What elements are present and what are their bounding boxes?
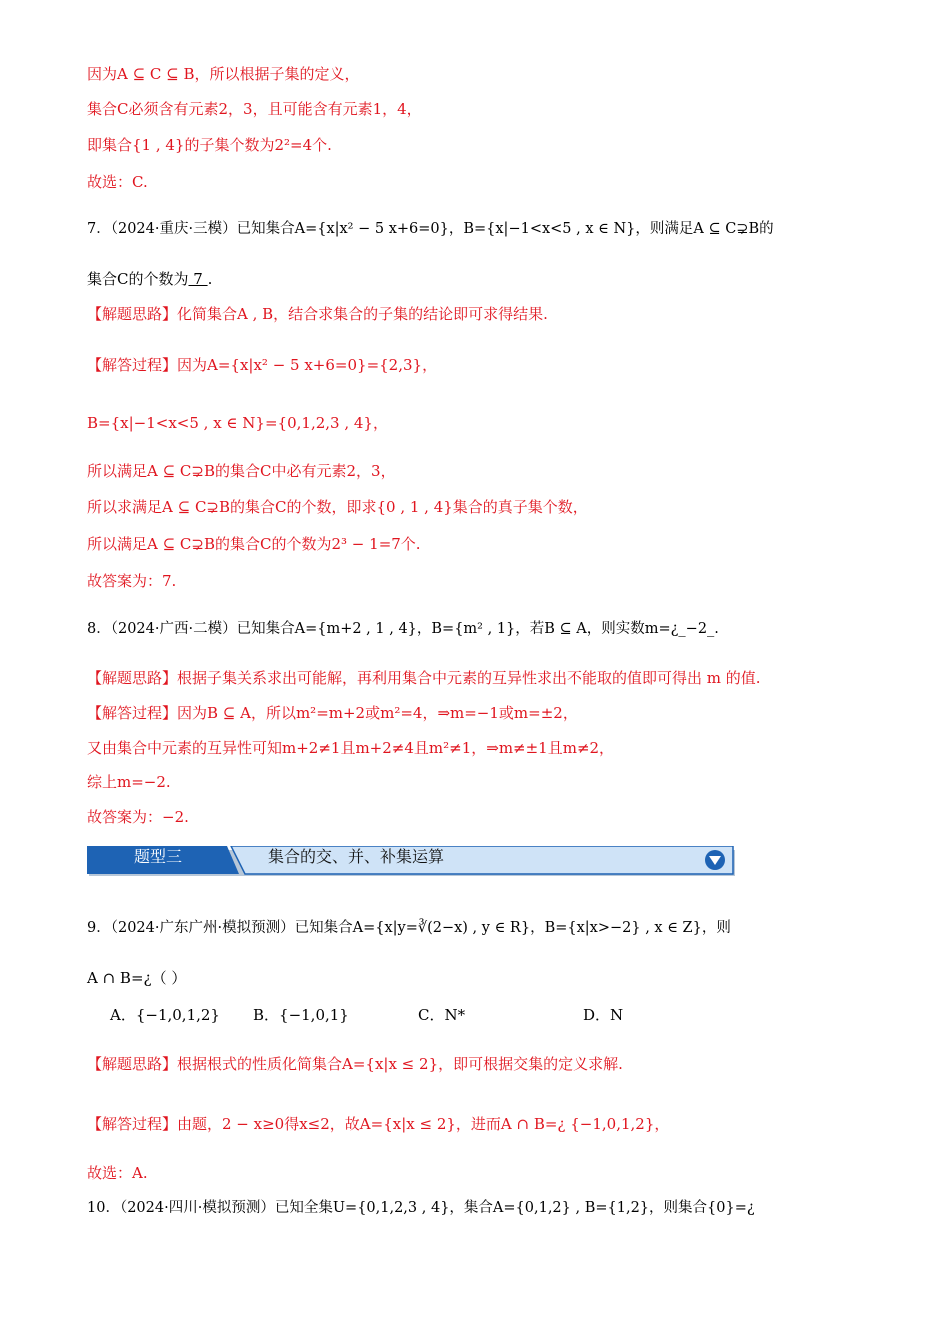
solution-process: 所以满足A ⊆ C⊋B的集合C中必有元素2，3，	[87, 462, 396, 480]
question-8-stem: 8．（2024·广西·二模）已知集合A={m+2 , 1 , 4}，B={m² , 1}，若B ⊆ A，则实数m=¿_−2_.	[87, 621, 719, 637]
question-7-stem-cont	[87, 269, 212, 289]
question-text: 集合C的个数为	[87, 270, 189, 288]
solution-idea: 【解题思路】根据根式的性质化简集合A={x|x ≤ 2}，即可根据交集的定义求解.	[87, 1055, 623, 1073]
answer-blank: 7	[188, 270, 208, 288]
final-answer: 故答案为：7.	[87, 572, 177, 590]
option-a: A．{−1,0,1,2}	[110, 1006, 220, 1024]
solution-idea: 【解题思路】化简集合A , B，结合求集合的子集的结论即可求得结果.	[87, 305, 548, 323]
banner-title: 集合的交、并、补集运算	[268, 847, 445, 866]
solution-process: 所以满足A ⊆ C⊋B的集合C的个数为2³ − 1=7个.	[87, 535, 421, 553]
question-text: .	[207, 270, 213, 288]
solution-process: 【解答过程】由题，2 − x≥0得x≤2，故A={x|x ≤ 2}，进而A ∩ B=¿ {−1,0,1,2}，	[87, 1115, 670, 1133]
final-answer: 故选：A.	[87, 1164, 148, 1182]
banner-tag: 题型三	[134, 847, 183, 866]
answer-line: 即集合{1 , 4}的子集个数为2²=4个.	[87, 136, 332, 154]
answer-line: 集合C必须含有元素2，3，且可能含有元素1，4，	[87, 100, 422, 118]
answer-line: 故选：C.	[87, 173, 148, 191]
solution-process: B={x|−1<x<5 , x ∈ N}={0,1,2,3 , 4}，	[87, 414, 388, 432]
solution-process: 综上m=−2.	[87, 773, 171, 791]
solution-process: 所以求满足A ⊆ C⊋B的集合C的个数，即求{0 , 1 , 4}集合的真子集个数，	[87, 498, 588, 516]
solution-process: 【解答过程】因为B ⊆ A，所以m²=m+2或m²=4，⇒m=−1或m=±2，	[87, 704, 578, 722]
answer-line: 因为A ⊆ C ⊆ B，所以根据子集的定义，	[87, 65, 360, 83]
question-10-stem: 10．（2024·四川·模拟预测）已知全集U={0,1,2,3 , 4}，集合A={0,1,2} , B={1,2}，则集合{0}=¿	[87, 1200, 755, 1216]
question-7-stem: 7．（2024·重庆·三模）已知集合A={x|x² − 5 x+6=0}，B={x|−1<x<5 , x ∈ N}，则满足A ⊆ C⊋B的	[87, 221, 774, 237]
question-9-stem-cont: A ∩ B=¿（ ）	[87, 969, 187, 987]
final-answer: 故答案为：−2.	[87, 808, 189, 826]
solution-process: 【解答过程】因为A={x|x² − 5 x+6=0}={2,3}，	[87, 356, 438, 374]
question-9-stem: 9．（2024·广东广州·模拟预测）已知集合A={x|y=∛(2−x) , y ∈ R}，B={x|x>−2} , x ∈ Z}，则	[87, 920, 731, 936]
solution-process: 又由集合中元素的互异性可知m+2≠1且m+2≠4且m²≠1，⇒m≠±1且m≠2，	[87, 739, 615, 757]
solution-idea: 【解题思路】根据子集关系求出可能解，再利用集合中元素的互异性求出不能取的值即可得出 m 的值.	[87, 669, 761, 687]
option-c: C．N*	[418, 1006, 466, 1024]
option-b: B．{−1,0,1}	[253, 1006, 349, 1024]
option-d: D．N	[583, 1006, 624, 1024]
